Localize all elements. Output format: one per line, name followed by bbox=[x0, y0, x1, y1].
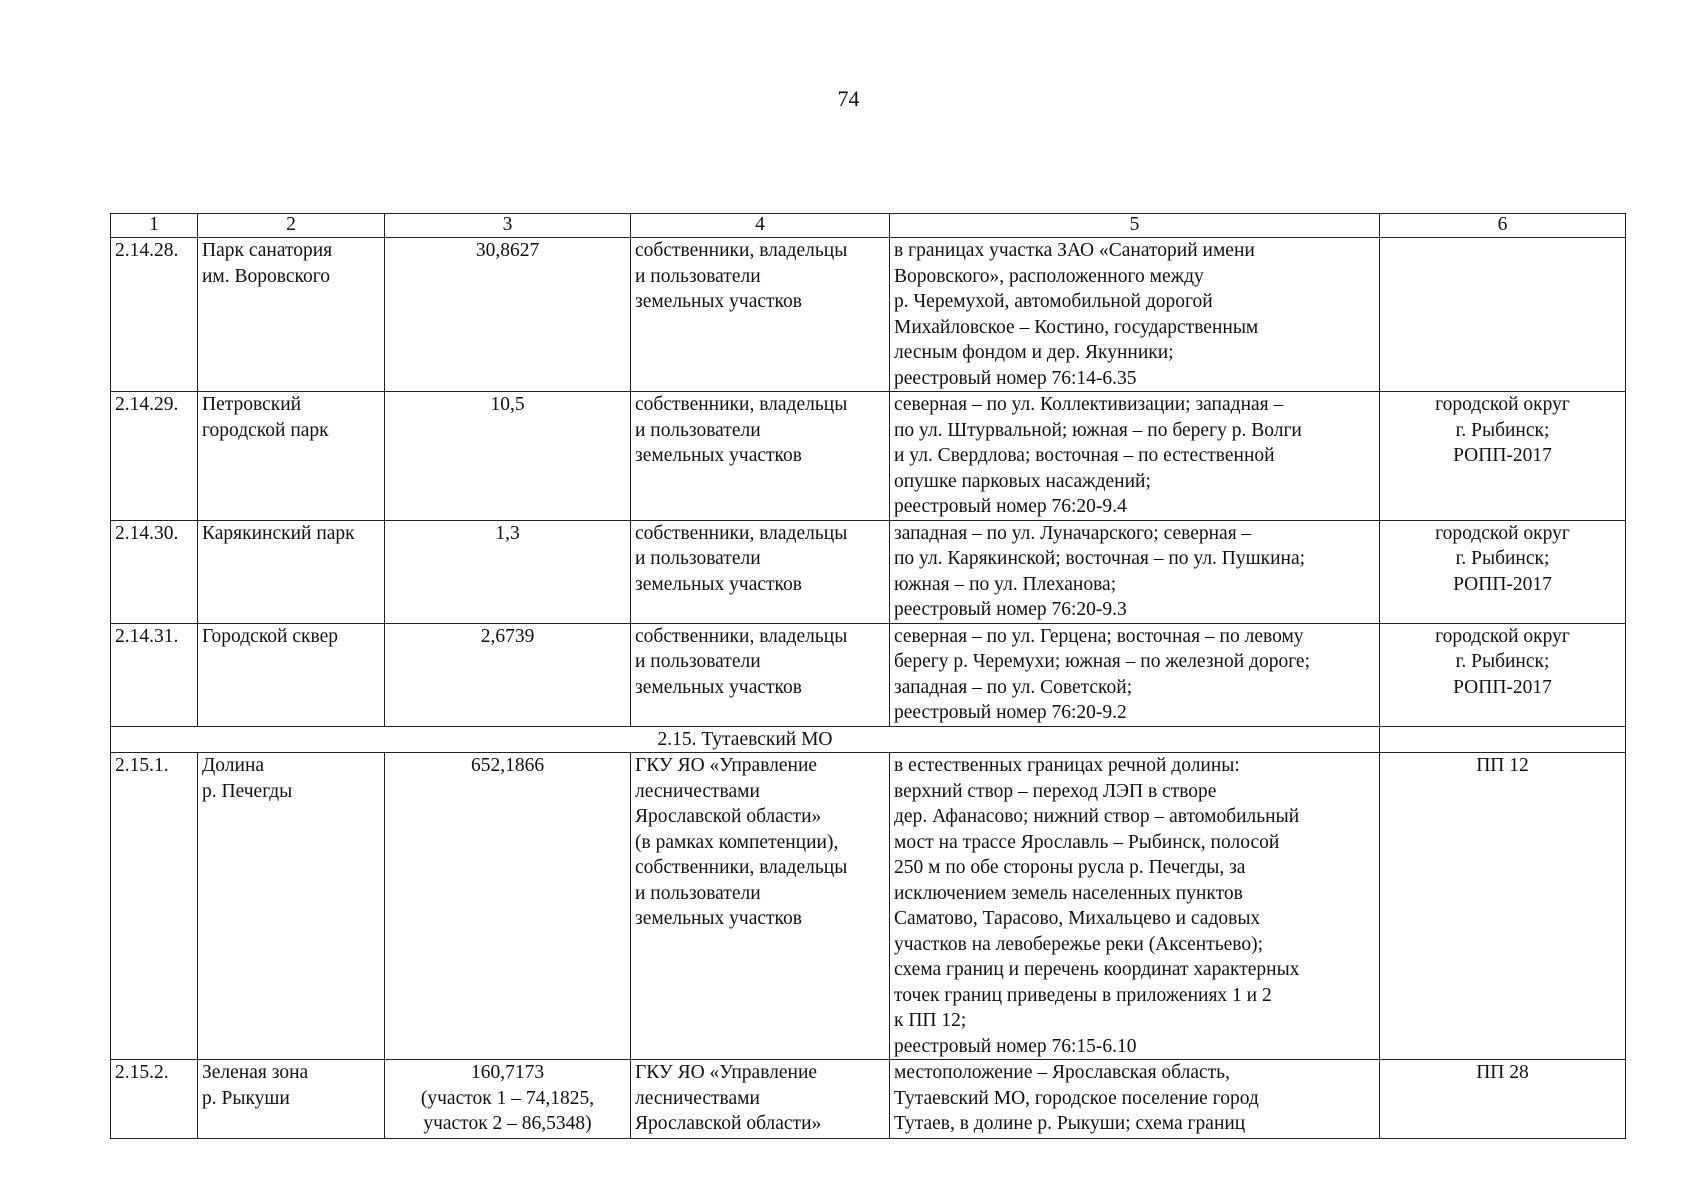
boundaries-description: северная – по ул. Герцена; восточная – по левому берегу р. Черемухи; южная – по железной дороге; западная – по ул. Советской; реестровый номер 76:20-9.2 bbox=[890, 623, 1380, 726]
protected-areas-table bbox=[110, 213, 1626, 1139]
responsible-parties: собственники, владельцы и пользователи земельных участков bbox=[631, 392, 890, 521]
area-size: 1,3 bbox=[385, 520, 631, 623]
legal-basis: городской округ г. Рыбинск; РОПП-2017 bbox=[1380, 623, 1626, 726]
area-name: Городской сквер bbox=[198, 623, 385, 726]
table-row bbox=[111, 238, 1626, 392]
row-number: 2.14.28. bbox=[111, 238, 198, 392]
row-number: 2.14.30. bbox=[111, 520, 198, 623]
column-header: 4 bbox=[631, 214, 890, 238]
row-number: 2.14.29. bbox=[111, 392, 198, 521]
table-row bbox=[111, 520, 1626, 623]
responsible-parties: собственники, владельцы и пользователи земельных участков bbox=[631, 238, 890, 392]
legal-basis: городской округ г. Рыбинск; РОПП-2017 bbox=[1380, 392, 1626, 521]
boundaries-description: северная – по ул. Коллективизации; западная – по ул. Штурвальной; южная – по берегу р. Волги и ул. Свердлова; восточная – по естественной опушке парковых насаждений; реестровый номер 76:20-9.4 bbox=[890, 392, 1380, 521]
area-size: 10,5 bbox=[385, 392, 631, 521]
legal-basis: ПП 12 bbox=[1380, 753, 1626, 1060]
section-row bbox=[111, 726, 1626, 753]
area-name: Зеленая зона р. Рыкуши bbox=[198, 1060, 385, 1139]
legal-basis bbox=[1380, 238, 1626, 392]
table-row bbox=[111, 753, 1626, 1060]
responsible-parties: ГКУ ЯО «Управление лесничествами Ярославской области» (в рамках компетенции), собственники, владельцы и пользователи земельных участков bbox=[631, 753, 890, 1060]
column-header: 1 bbox=[111, 214, 198, 238]
boundaries-description: в границах участка ЗАО «Санаторий имени Воровского», расположенного между р. Черемухой, автомобильной дорогой Михайловское – Костино, государственным лесным фондом и дер. Якунники; реестровый номер 76:14-6.35 bbox=[890, 238, 1380, 392]
area-size: 160,7173 (участок 1 – 74,1825, участок 2 – 86,5348) bbox=[385, 1060, 631, 1139]
page-number: 74 bbox=[837, 86, 860, 111]
boundaries-description: местоположение – Ярославская область, Тутаевский МО, городское поселение город Тутаев, в долине р. Рыкуши; схема границ bbox=[890, 1060, 1380, 1139]
area-name: Долина р. Печегды bbox=[198, 753, 385, 1060]
boundaries-description: западная – по ул. Луначарского; северная – по ул. Карякинской; восточная – по ул. Пушкина; южная – по ул. Плеханова; реестровый номер 76:20-9.3 bbox=[890, 520, 1380, 623]
boundaries-description: в естественных границах речной долины: верхний створ – переход ЛЭП в створе дер. Афанасово; нижний створ – автомобильный мост на трассе Ярославль – Рыбинск, полосой 250 м по обе стороны русла р. Печегды, за исключением земель населенных пунктов Саматово, Тарасово, Михальцево и садовых участков на левобережье реки (Аксентьево); схема границ и перечень координат характерных точек границ приведены в приложениях 1 и 2 к ПП 12; реестровый номер 76:15-6.10 bbox=[890, 753, 1380, 1060]
table-row bbox=[111, 392, 1626, 521]
responsible-parties: собственники, владельцы и пользователи земельных участков bbox=[631, 623, 890, 726]
row-number: 2.15.2. bbox=[111, 1060, 198, 1139]
section-empty-cell bbox=[1380, 726, 1626, 753]
column-header: 6 bbox=[1380, 214, 1626, 238]
row-number: 2.15.1. bbox=[111, 753, 198, 1060]
legal-basis: ПП 28 bbox=[1380, 1060, 1626, 1139]
column-number-row bbox=[111, 214, 1626, 238]
column-header: 3 bbox=[385, 214, 631, 238]
section-title: 2.15. Тутаевский МО bbox=[111, 726, 1380, 753]
column-header: 5 bbox=[890, 214, 1380, 238]
column-header: 2 bbox=[198, 214, 385, 238]
responsible-parties: собственники, владельцы и пользователи земельных участков bbox=[631, 520, 890, 623]
area-size: 652,1866 bbox=[385, 753, 631, 1060]
area-name: Петровский городской парк bbox=[198, 392, 385, 521]
legal-basis: городской округ г. Рыбинск; РОПП-2017 bbox=[1380, 520, 1626, 623]
responsible-parties: ГКУ ЯО «Управление лесничествами Ярославской области» bbox=[631, 1060, 890, 1139]
table-row bbox=[111, 1060, 1626, 1139]
area-name: Парк санатория им. Воровского bbox=[198, 238, 385, 392]
area-size: 2,6739 bbox=[385, 623, 631, 726]
area-size: 30,8627 bbox=[385, 238, 631, 392]
area-name: Карякинский парк bbox=[198, 520, 385, 623]
table-row bbox=[111, 623, 1626, 726]
row-number: 2.14.31. bbox=[111, 623, 198, 726]
